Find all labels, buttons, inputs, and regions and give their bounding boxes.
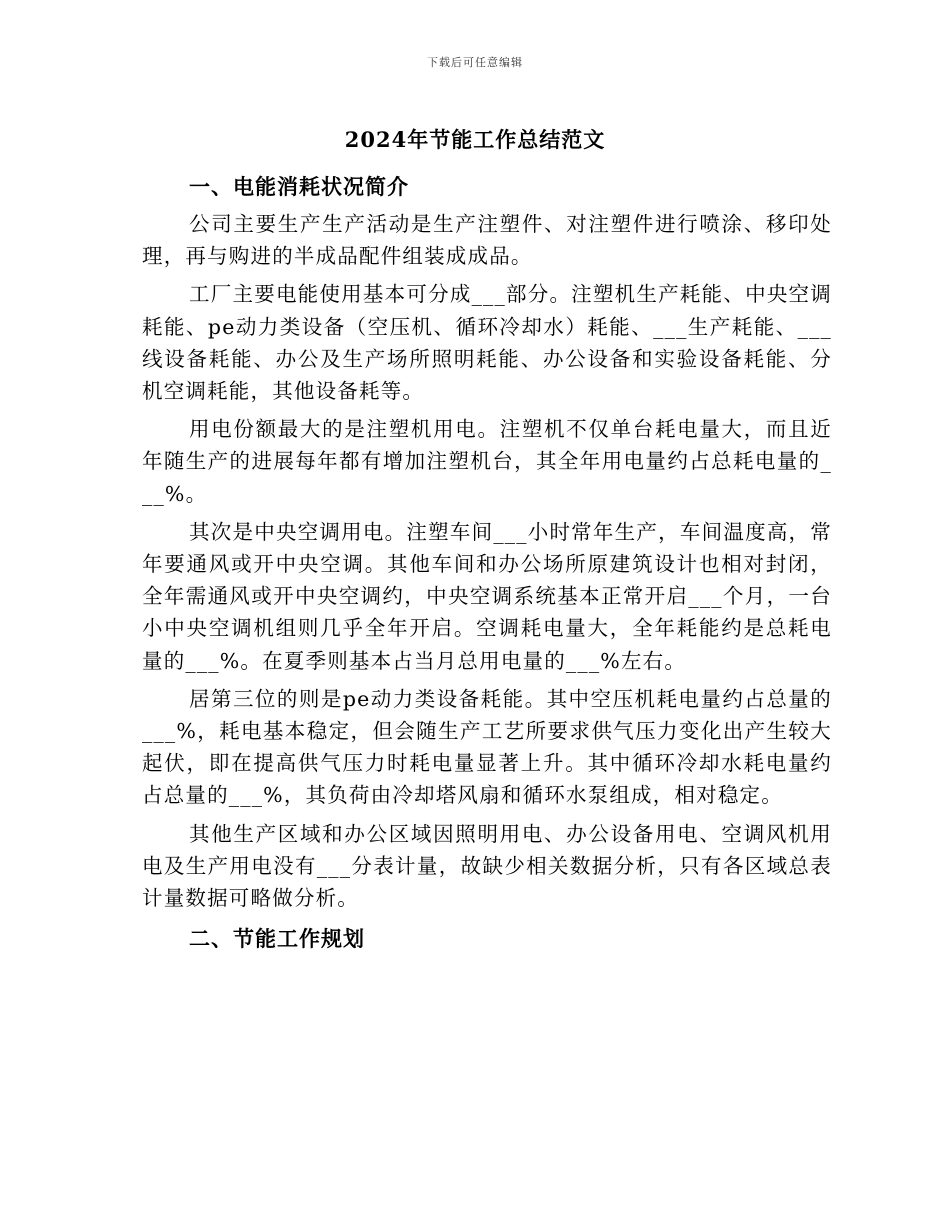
- document-title: 2024年节能工作总结范文: [344, 127, 606, 152]
- document-body: [142, 170, 832, 956]
- section-heading-2: 二、节能工作规划: [189, 926, 365, 952]
- paragraph: 其他生产区域和办公区域因照明用电、办公设备用电、空调风机用电及生产用电没有___分表计量，故缺少相关数据分析，只有各区域总表计量数据可略做分析。: [142, 821, 832, 911]
- paragraph: 工厂主要电能使用基本可分成___部分。注塑机生产耗能、中央空调耗能、pe动力类设备（空压机、循环冷却水）耗能、___生产耗能、___线设备耗能、办公及生产场所照明耗能、办公设备和实验设备耗能、分机空调耗能，其他设备耗等。: [142, 282, 832, 404]
- paragraph: 居第三位的则是pe动力类设备耗能。其中空压机耗电量约占总量的___%，耗电基本稳定，但会随生产工艺所要求供气压力变化出产生较大起伏，即在提高供气压力时耗电量显著上升。其中循环冷却水耗电量约占总量的___%，其负荷由冷却塔风扇和循环水泵组成，相对稳定。: [142, 686, 832, 808]
- section-heading-1: 一、电能消耗状况简介: [189, 174, 409, 199]
- header-note: 下载后可任意编辑: [427, 56, 523, 69]
- paragraph: 其次是中央空调用电。注塑车间___小时常年生产，车间温度高，常年要通风或开中央空调。其他车间和办公场所原建筑设计也相对封闭，全年需通风或开中央空调约，中央空调系统基本正常开启___个月，一台小中央空调机组则几乎全年开启。空调耗电量大，全年耗能约是总耗电量的___%。在夏季则基本占当月总用电量的___%左右。: [142, 519, 832, 673]
- paragraph: 用电份额最大的是注塑机用电。注塑机不仅单台耗电量大，而且近年随生产的进展每年都有增加注塑机台，其全年用电量约占总耗电量的___%。: [142, 417, 832, 506]
- paragraph: 公司主要生产生产活动是生产注塑件、对注塑件进行喷涂、移印处理，再与购进的半成品配件组装成成品。: [142, 212, 832, 269]
